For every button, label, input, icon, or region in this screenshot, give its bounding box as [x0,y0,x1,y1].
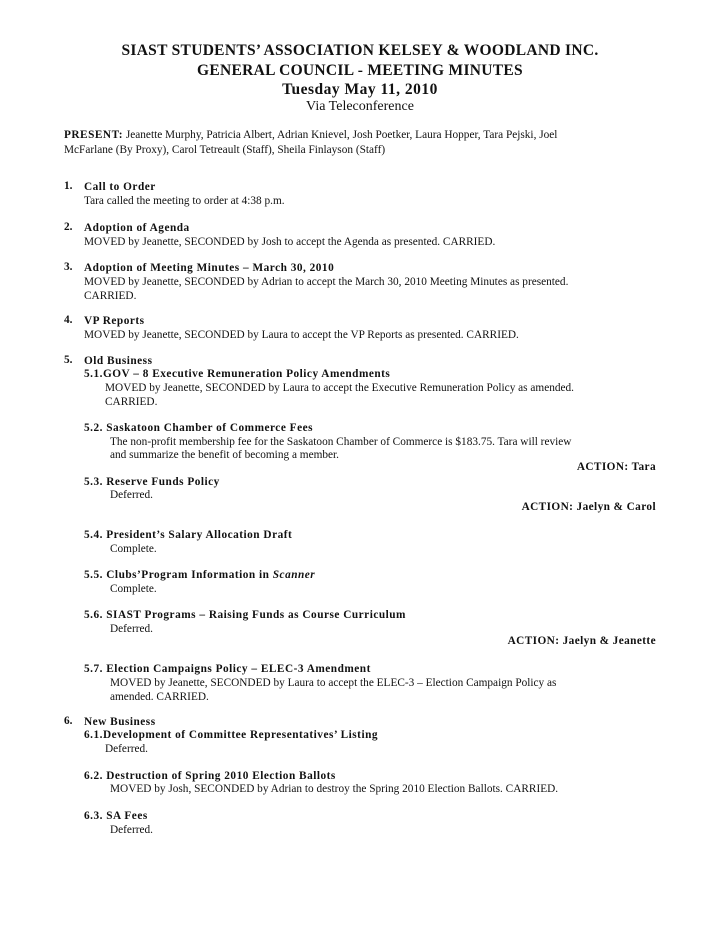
subitem-title: 5.4. President’s Salary Allocation Draft [84,529,293,541]
meeting-location: Via Teleconference [306,99,414,114]
item-number: 2. [64,221,73,233]
subitem-title-italic: Scanner [272,569,316,581]
present-list-line1: Jeanette Murphy, Patricia Albert, Adrian Knievel, Josh Poetker, Laura Hopper, Tara Pejski, Joel [125,129,558,141]
item-text: CARRIED. [84,290,137,302]
subitem-title: 5.2. Saskatoon Chamber of Commerce Fees [84,422,313,434]
item-title: New Business [84,716,156,728]
item-title: VP Reports [84,315,145,327]
item-text: MOVED by Jeanette, SECONDED by Adrian to accept the March 30, 2010 Meeting Minutes as presented. [84,276,569,288]
subitem-text: Deferred. [105,743,148,755]
item-title: Call to Order [84,181,156,193]
subitem-title: 6.2. Destruction of Spring 2010 Election Ballots [84,770,336,782]
item-title: Adoption of Meeting Minutes – March 30, 2010 [84,262,335,274]
item-number: 6. [64,715,73,727]
subitem-title: 5.1.GOV – 8 Executive Remuneration Policy Amendments [84,368,391,380]
present-label: PRESENT: [64,129,124,141]
item-title: Old Business [84,355,153,367]
item-number: 1. [64,180,73,192]
subitem-text: Deferred. [110,623,153,635]
subitem-title: 6.3. SA Fees [84,810,148,822]
meeting-date: Tuesday May 11, 2010 [282,81,438,98]
org-name: SIAST STUDENTS’ ASSOCIATION KELSEY & WOODLAND INC. [121,42,599,59]
action-label: ACTION: Jaelyn & Carol [521,501,656,513]
item-text: Tara called the meeting to order at 4:38 p.m. [84,195,285,207]
subitem-text: Complete. [110,543,157,555]
subitem-text: The non-profit membership fee for the Saskatoon Chamber of Commerce is $183.75. Tara will review [110,436,572,448]
item-number: 4. [64,314,73,326]
subitem-text: Deferred. [110,824,153,836]
subitem-text: Complete. [110,583,157,595]
doc-title: GENERAL COUNCIL - MEETING MINUTES [197,62,523,79]
subitem-text: CARRIED. [105,396,158,408]
subitem-text: Deferred. [110,489,153,501]
item-text: MOVED by Jeanette, SECONDED by Josh to accept the Agenda as presented. CARRIED. [84,236,496,248]
subitem-text: MOVED by Josh, SECONDED by Adrian to destroy the Spring 2010 Election Ballots. CARRIED. [110,783,559,795]
action-label: ACTION: Jaelyn & Jeanette [507,635,656,647]
subitem-text: MOVED by Jeanette, SECONDED by Laura to accept the ELEC-3 – Election Campaign Policy as [110,677,557,689]
action-label: ACTION: Tara [576,461,656,473]
item-number: 5. [64,354,73,366]
present-list-line2: McFarlane (By Proxy), Carol Tetreault (Staff), Sheila Finlayson (Staff) [64,144,386,156]
item-number: 3. [64,261,73,273]
subitem-text: and summarize the benefit of becoming a member. [110,449,339,461]
subitem-title: 6.1.Development of Committee Representatives’ Listing [84,729,379,741]
item-title: Adoption of Agenda [84,222,190,234]
subitem-title: 5.3. Reserve Funds Policy [84,476,220,488]
subitem-text: amended. CARRIED. [110,691,209,703]
subitem-text: MOVED by Jeanette, SECONDED by Laura to accept the Executive Remuneration Policy as amended. [105,382,574,394]
subitem-title: 5.7. Election Campaigns Policy – ELEC-3 Amendment [84,663,371,675]
subitem-title: 5.6. SIAST Programs – Raising Funds as Course Curriculum [84,609,406,621]
item-text: MOVED by Jeanette, SECONDED by Laura to accept the VP Reports as presented. CARRIED. [84,329,519,341]
subitem-title: 5.5. Clubs’Program Information in [84,569,273,581]
